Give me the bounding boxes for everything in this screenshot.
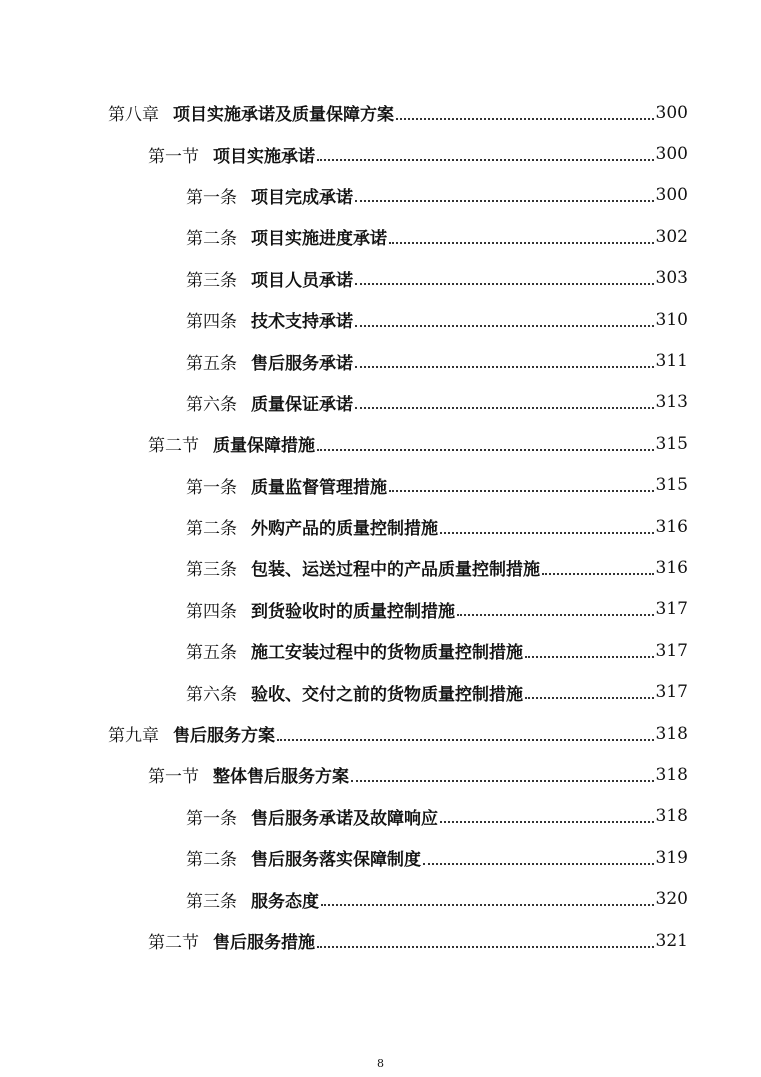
toc-entry-title: 售后服务承诺及故障响应 (251, 808, 438, 829)
dot-leader (525, 697, 654, 699)
toc-entry-title: 售后服务承诺 (251, 353, 353, 374)
toc-entry-title: 项目实施承诺及质量保障方案 (173, 105, 394, 126)
toc-entry-label: 第九章 (108, 726, 159, 747)
dot-leader (389, 242, 654, 244)
toc-entry-page: 315 (655, 475, 688, 496)
toc-entry-label: 第四条 (186, 601, 237, 622)
toc-entry[interactable] (0, 92, 761, 133)
toc-entry-label: 第六条 (186, 394, 237, 415)
toc-entry-title: 包装、运送过程中的产品质量控制措施 (251, 560, 540, 581)
toc-entry[interactable] (0, 382, 761, 423)
dot-leader (317, 449, 654, 451)
toc-entry-label: 第一节 (148, 767, 199, 788)
toc-entry-label: 第一条 (186, 187, 237, 208)
toc-entry-page: 300 (655, 185, 688, 206)
toc-entry-page: 318 (655, 806, 688, 827)
toc-entry-page: 315 (655, 433, 688, 454)
toc-entry-title: 验收、交付之前的货物质量控制措施 (251, 684, 523, 705)
dot-leader (317, 946, 654, 948)
toc-entry[interactable] (0, 547, 761, 588)
toc-entry-label: 第六条 (186, 684, 237, 705)
toc-entry[interactable] (0, 920, 761, 961)
dot-leader (351, 780, 654, 782)
toc-entry-page: 310 (655, 309, 688, 330)
toc-entry-title: 项目完成承诺 (251, 187, 353, 208)
toc-entry-label: 第五条 (186, 643, 237, 664)
dot-leader (440, 821, 654, 823)
toc-entry-label: 第三条 (186, 560, 237, 581)
toc-entry-title: 整体售后服务方案 (213, 767, 349, 788)
toc-entry[interactable] (0, 837, 761, 878)
dot-leader (317, 159, 654, 161)
toc-entry-page: 318 (655, 764, 688, 785)
toc-entry[interactable] (0, 299, 761, 340)
toc-entry-title: 质量保障措施 (213, 436, 315, 457)
toc-entry[interactable] (0, 340, 761, 381)
toc-entry[interactable] (0, 878, 761, 919)
toc-entry[interactable] (0, 423, 761, 464)
dot-leader (355, 366, 654, 368)
toc-entry-page: 302 (655, 226, 688, 247)
toc-entry-page: 318 (655, 723, 688, 744)
toc-entry-page: 313 (655, 392, 688, 413)
toc-entry[interactable] (0, 465, 761, 506)
page-number: 8 (377, 1057, 384, 1070)
toc-entry-title: 质量监督管理措施 (251, 477, 387, 498)
toc-entry-page: 316 (655, 516, 688, 537)
dot-leader (423, 863, 654, 865)
toc-entry-title: 售后服务方案 (173, 726, 275, 747)
toc-entry-title: 售后服务措施 (213, 933, 315, 953)
dot-leader (542, 573, 654, 575)
toc-entry-label: 第三条 (186, 891, 237, 912)
dot-leader (355, 325, 654, 327)
toc-entry[interactable] (0, 671, 761, 712)
toc-entry-label: 第一条 (186, 477, 237, 498)
toc-entry-page: 317 (655, 599, 688, 620)
toc-entry-title: 外购产品的质量控制措施 (251, 519, 438, 540)
toc-entry[interactable] (0, 630, 761, 671)
dot-leader (355, 407, 654, 409)
toc-entry-title: 项目实施承诺 (213, 146, 315, 167)
toc-entry-label: 第一条 (186, 808, 237, 829)
toc-entry-label: 第四条 (186, 312, 237, 333)
toc-entry-label: 第二条 (186, 229, 237, 250)
toc-entry-page: 311 (655, 351, 688, 372)
toc-entry-label: 第二条 (186, 519, 237, 540)
dot-leader (525, 656, 654, 658)
toc-entry[interactable] (0, 796, 761, 837)
toc-entry-label: 第二条 (186, 850, 237, 871)
toc-entry-label: 第五条 (186, 353, 237, 374)
toc-entry-page: 321 (655, 930, 688, 951)
dot-leader (355, 283, 654, 285)
toc-entry[interactable] (0, 754, 761, 795)
toc-entry[interactable] (0, 713, 761, 754)
dot-leader (457, 614, 654, 616)
toc-entry-page: 303 (655, 268, 688, 289)
toc-entry-page: 317 (655, 682, 688, 703)
dot-leader (396, 118, 654, 120)
dot-leader (355, 200, 654, 202)
dot-leader (277, 739, 654, 741)
toc-entry-title: 项目人员承诺 (251, 270, 353, 291)
table-of-contents (0, 92, 761, 961)
toc-entry[interactable] (0, 175, 761, 216)
dot-leader (321, 904, 654, 906)
toc-entry-title: 质量保证承诺 (251, 394, 353, 415)
dot-leader (389, 490, 654, 492)
toc-entry-label: 第三条 (186, 270, 237, 291)
toc-entry-title: 售后服务落实保障制度 (251, 850, 421, 871)
toc-entry-label: 第八章 (108, 105, 159, 126)
toc-entry[interactable] (0, 589, 761, 630)
toc-entry[interactable] (0, 216, 761, 257)
toc-entry-title: 服务态度 (251, 891, 319, 912)
toc-entry-label: 第一节 (148, 146, 199, 167)
toc-entry[interactable] (0, 133, 761, 174)
toc-entry-page: 300 (655, 144, 688, 165)
toc-entry-label: 第二节 (148, 436, 199, 457)
toc-entry-page: 317 (655, 640, 688, 661)
toc-entry-title: 到货验收时的质量控制措施 (251, 601, 455, 622)
toc-entry-title: 施工安装过程中的货物质量控制措施 (251, 643, 523, 664)
toc-entry-title: 项目实施进度承诺 (251, 229, 387, 250)
toc-entry-page: 319 (655, 847, 688, 868)
toc-entry[interactable] (0, 506, 761, 547)
toc-entry[interactable] (0, 258, 761, 299)
toc-entry-page: 316 (655, 557, 688, 578)
dot-leader (440, 532, 654, 534)
toc-entry-page: 320 (655, 889, 688, 910)
toc-entry-label: 第二节 (148, 933, 199, 953)
toc-entry-title: 技术支持承诺 (251, 312, 353, 333)
toc-entry-page: 300 (655, 102, 688, 123)
